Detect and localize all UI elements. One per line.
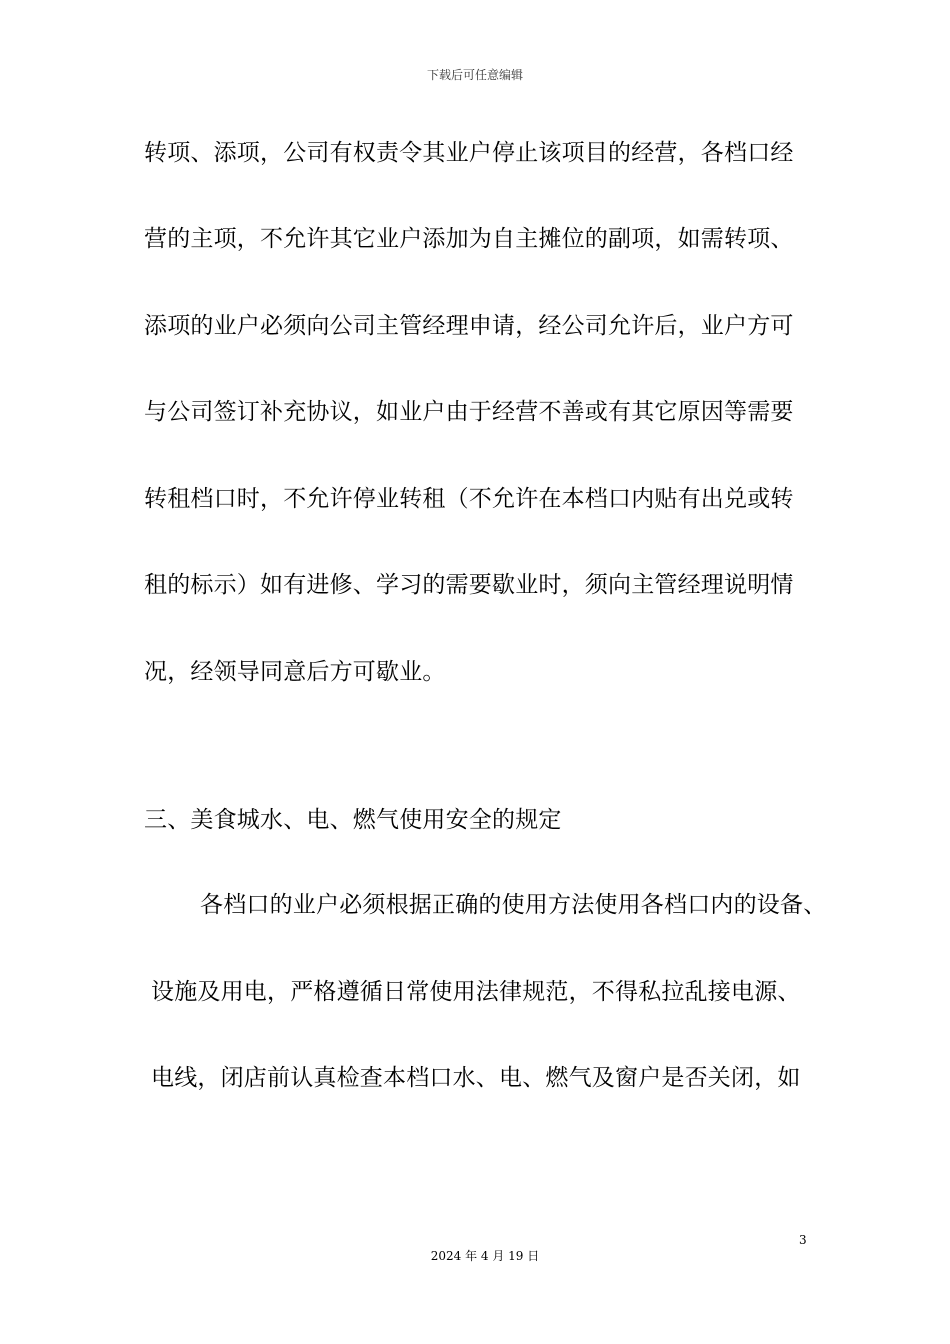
paragraph-line-5: 转租档口时，不允许停业转租（不允许在本档口内贴有出兑或转 xyxy=(144,486,794,512)
section-paragraph-line-2: 设施及用电，严格遵循日常使用法律规范，不得私拉乱接电源、 xyxy=(151,979,801,1005)
paragraph-line-7: 况，经领导同意后方可歇业。 xyxy=(144,659,446,685)
section-paragraph-line-1: 各档口的业户必须根据正确的使用方法使用各档口内的设备、 xyxy=(200,892,827,918)
paragraph-line-1: 转项、添项，公司有权责令其业户停止该项目的经营，各档口经 xyxy=(144,140,794,166)
page-header: 下载后可任意编辑 xyxy=(426,68,523,82)
paragraph-line-3: 添项的业户必须向公司主管经理申请，经公司允许后，业户方可 xyxy=(144,313,794,339)
paragraph-line-4: 与公司签订补充协议，如业户由于经营不善或有其它原因等需要 xyxy=(144,399,794,425)
paragraph-line-6: 租的标示）如有进修、学习的需要歇业时，须向主管经理说明情 xyxy=(144,572,794,598)
page-number: 3 xyxy=(799,1233,807,1247)
page-footer-date: 2024 年 4 月 19 日 xyxy=(430,1249,540,1263)
section-paragraph-line-3: 电线，闭店前认真检查本档口水、电、燃气及窗户是否关闭，如 xyxy=(151,1065,801,1091)
paragraph-line-2: 营的主项，不允许其它业户添加为自主摊位的副项，如需转项、 xyxy=(144,226,794,252)
section-heading: 三、美食城水、电、燃气使用安全的规定 xyxy=(144,807,562,833)
